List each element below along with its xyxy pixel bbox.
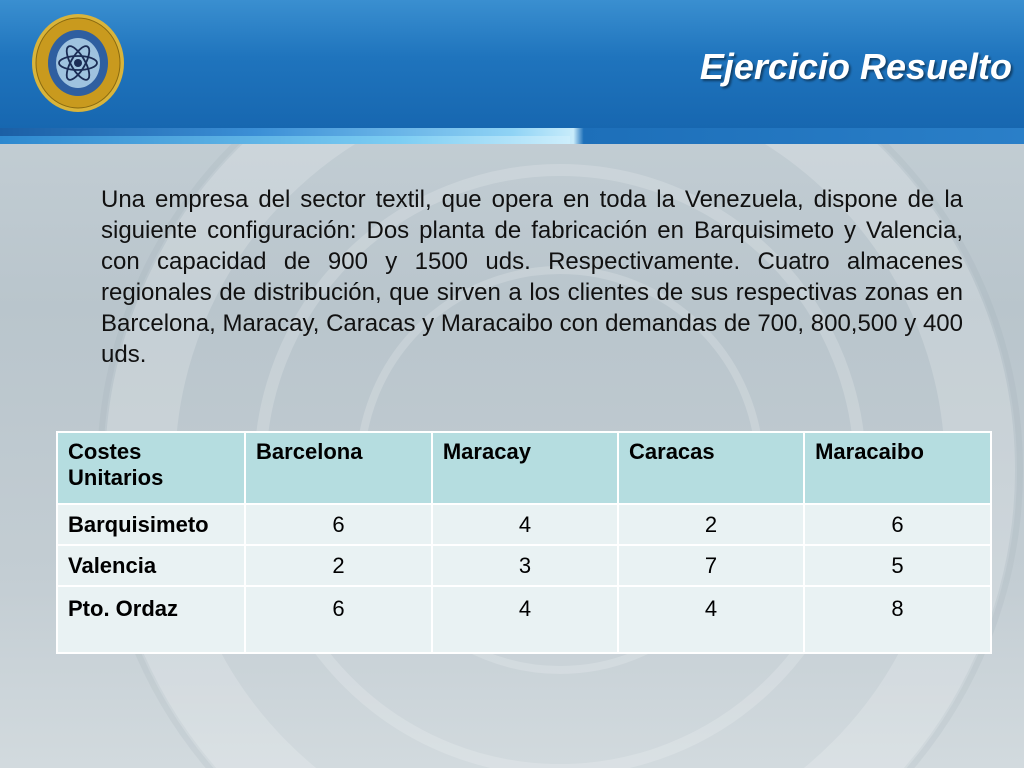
row-label: Barquisimeto [57,504,245,545]
table-cell: 6 [804,504,991,545]
unit-cost-table [56,431,992,654]
slide-title: Ejercicio Resuelto [699,46,1012,87]
table-row [57,586,991,653]
table-header-cell: Costes Unitarios [57,432,245,504]
table-cell: 7 [618,545,804,586]
table-header-cell: Maracaibo [804,432,991,504]
table-header-cell: Caracas [618,432,804,504]
table-cell: 2 [245,545,432,586]
table-header-cell: Maracay [432,432,618,504]
table-cell: 6 [245,586,432,653]
table-row [57,545,991,586]
table-header-row [57,432,991,504]
table-cell: 6 [245,504,432,545]
table-cell: 4 [432,504,618,545]
table-header-cell: Barcelona [245,432,432,504]
header-stripe-accent [0,136,570,144]
row-label: Valencia [57,545,245,586]
table-cell: 8 [804,586,991,653]
table-cell: 5 [804,545,991,586]
table-cell: 4 [432,586,618,653]
row-label: Pto. Ordaz [57,586,245,653]
table-row [57,504,991,545]
problem-statement: Una empresa del sector textil, que opera en toda la Venezuela, dispone de la siguiente configuración: Dos planta de fabricación en Barquisimeto y Valencia, con capacidad de 900 y 1500 uds. Respectivamente. Cuatro almacenes regionales de distribución, que sirven a los clientes de sus respectivas zonas en Barcelona, Maracay, Caracas y Maracaibo con demandas de 700, 800,500 y 400 uds. [101,186,963,368]
table-cell: 3 [432,545,618,586]
university-seal-icon [30,12,126,114]
table-cell: 2 [618,504,804,545]
table-cell: 4 [618,586,804,653]
